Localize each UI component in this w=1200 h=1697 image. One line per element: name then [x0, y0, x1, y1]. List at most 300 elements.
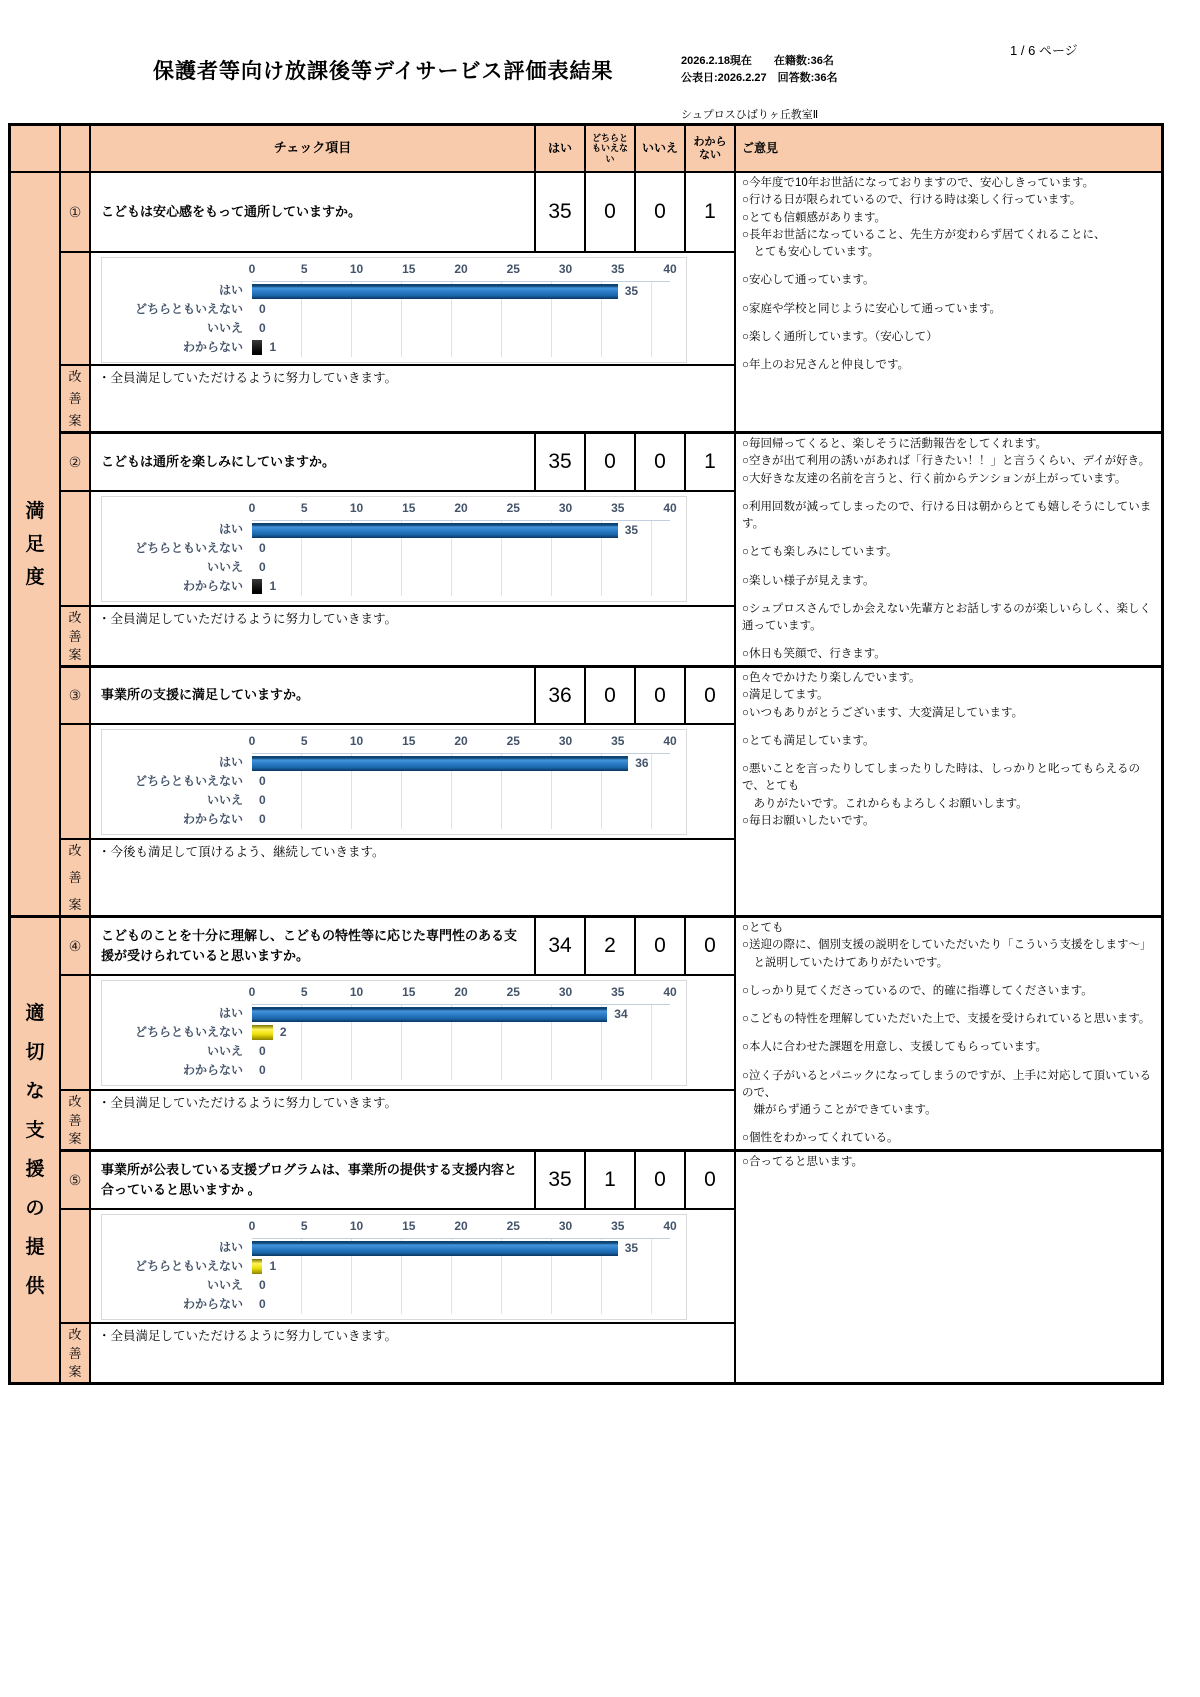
count-neither: 0 — [586, 173, 636, 253]
item-block-2 — [61, 434, 1161, 668]
axis-tick-label: 10 — [349, 1219, 364, 1233]
axis-tick-label: 15 — [402, 501, 416, 515]
count-no: 0 — [636, 668, 686, 725]
kaizen-label — [61, 1091, 91, 1149]
item-block-5 — [61, 1152, 1161, 1382]
comment-line: ○安心して通っています。 — [742, 274, 875, 287]
status-date-line: 2026.2.18現在 在籍数:36名 — [681, 55, 834, 67]
kaizen-label-char: 改 — [68, 843, 82, 858]
chart-plot-area — [252, 539, 670, 558]
comment-block — [742, 1011, 1155, 1028]
count-neither: 2 — [586, 918, 636, 976]
comment-block — [742, 436, 1155, 488]
chart-axis-spacer — [102, 984, 252, 1004]
comment-line: ○泣く子がいるとパニックになってしまうのですが、上手に対応して頂いているので、 — [742, 1069, 1151, 1099]
kaizen-label-char: 案 — [68, 1131, 82, 1146]
comment-line: ○利用回数が減ってしまったので、行ける日は朝からとても嬉しそうにしています。 — [742, 500, 1152, 530]
bar-value-label: 34 — [614, 1007, 628, 1021]
question-text: こどもは通所を楽しみにしていますか。 — [91, 434, 536, 492]
evaluation-table — [8, 123, 1164, 1385]
chart-category-label: はい — [218, 1240, 243, 1254]
chart-row-side-cell — [61, 492, 91, 607]
comment-line: ありがたいです。これからもよろしくお願いします。 — [742, 797, 1028, 810]
chart-axis-spacer — [102, 733, 252, 753]
axis-tick-label: 25 — [506, 262, 520, 276]
count-unknown: 1 — [686, 434, 736, 492]
publish-date-line: 公表日:2026.2.27 回答数:36名 — [681, 72, 838, 85]
chart-plot-area — [252, 1004, 670, 1023]
axis-tick-label: 5 — [300, 262, 308, 276]
axis-tick-label: 20 — [454, 501, 468, 515]
bar-value-label: 2 — [279, 1025, 287, 1039]
kaizen-label-char: 改 — [68, 610, 82, 625]
header-number-cell — [61, 126, 91, 171]
axis-tick-label: 35 — [611, 734, 625, 748]
kaizen-label-char: 改 — [68, 369, 82, 384]
bar-value-label: 1 — [269, 579, 277, 593]
chart-bar-row — [102, 772, 686, 791]
chart-axis-ticks — [248, 733, 677, 753]
comment-line: ○満足してます。 — [742, 689, 829, 702]
axis-tick-label: 35 — [611, 501, 625, 515]
count-unknown: 0 — [686, 668, 736, 725]
comment-line: ○年上のお兄さんと仲良しです。 — [742, 359, 910, 371]
chart-axis-row — [102, 984, 686, 1004]
comment-block — [742, 175, 1155, 261]
chart-plot-area — [252, 520, 670, 539]
axis-tick-label: 5 — [300, 501, 308, 515]
bar-value-label: 1 — [269, 340, 277, 354]
count-yes: 36 — [536, 668, 586, 725]
axis-tick-label: 30 — [558, 262, 573, 276]
bar-value-label: 1 — [269, 1259, 277, 1273]
header-check-item: チェック項目 — [91, 126, 536, 171]
chart-plot-area — [252, 1276, 670, 1295]
bar-value-label: 0 — [259, 302, 266, 316]
chart-cell — [91, 492, 736, 607]
axis-tick-label: 0 — [248, 501, 256, 515]
chart-bar-row — [102, 753, 686, 772]
count-yes: 35 — [536, 434, 586, 492]
chart-bar-row — [102, 1257, 686, 1276]
comment-line: 嫌がらず通うことができています。 — [742, 1104, 937, 1116]
chart-plot-area — [252, 753, 670, 772]
axis-tick-label: 25 — [506, 985, 520, 999]
bar-value-label: 0 — [259, 1044, 266, 1058]
axis-tick-label: 5 — [300, 1219, 308, 1233]
chart-axis-spacer — [102, 500, 252, 520]
kaizen-label-char: 案 — [68, 647, 82, 662]
chart-bar-row — [102, 520, 686, 539]
chart-axis-spacer — [102, 261, 252, 281]
chart-cell — [91, 976, 736, 1091]
question-text: 事業所が公表している支援プログラムは、事業所の提供する支援内容と合っていると思いますか 。 — [91, 1152, 536, 1210]
kaizen-label-char: 改 — [68, 1327, 82, 1342]
comment-block — [742, 544, 1155, 561]
axis-tick-label: 0 — [248, 985, 256, 999]
header-answer-neither: どちらともいえない — [586, 126, 636, 171]
axis-tick-label: 40 — [663, 262, 677, 276]
comment-line: ○悪いことを言ったりしてしまったりした時は、しっかりと叱ってもらえるので、とても — [742, 763, 1140, 793]
kaizen-label-char: 改 — [68, 1094, 82, 1109]
axis-tick-label: 15 — [402, 734, 416, 748]
chart-cell — [91, 1210, 736, 1324]
chart-plot-area — [252, 300, 670, 319]
comment-block — [742, 301, 1155, 318]
chart-category-label: いいえ — [206, 560, 243, 574]
comments-cell — [736, 1152, 1161, 1382]
chart-plot-area — [252, 772, 670, 791]
bar-value-label: 35 — [624, 523, 639, 537]
bar-0 — [252, 1241, 618, 1256]
chart-category-label: どちらともいえない — [134, 1259, 243, 1273]
comment-block — [742, 646, 1155, 663]
count-no: 0 — [636, 173, 686, 253]
chart-axis-row — [102, 733, 686, 753]
comment-block — [742, 733, 1155, 750]
chart-category-label: いいえ — [206, 793, 243, 807]
response-bar-chart — [101, 1214, 687, 1320]
response-bar-chart — [101, 729, 687, 835]
comment-block — [742, 1039, 1155, 1056]
axis-tick-label: 10 — [349, 734, 364, 748]
comment-line: ○楽しく通所しています。（安心して） — [742, 330, 938, 343]
chart-row-side-cell — [61, 976, 91, 1091]
kaizen-label-char: 案 — [68, 413, 82, 428]
comment-line: ○毎日お願いしたいです。 — [742, 814, 875, 827]
chart-axis-row — [102, 1218, 686, 1238]
comment-line: ○家庭や学校と同じように安心して通っています。 — [742, 302, 1002, 315]
axis-tick-label: 35 — [611, 262, 625, 276]
corner-cell — [11, 126, 61, 173]
comment-line: ○とても信頼感があります。 — [742, 211, 887, 224]
kaizen-label-char: 善 — [68, 628, 82, 644]
comment-block — [742, 499, 1155, 534]
improvement-text: ・全員満足していただけるように努力していきます。 — [91, 1091, 736, 1149]
count-neither: 0 — [586, 434, 636, 492]
axis-tick-label: 40 — [663, 985, 677, 999]
chart-category-label: いいえ — [206, 1278, 243, 1292]
chart-bar-row — [102, 577, 686, 596]
bar-value-label: 35 — [624, 1241, 639, 1255]
comment-line: ○空きが出て利用の誘いがあれば「行きたい！！」と言うくらい、デイが好き。 — [742, 455, 1151, 468]
comment-line: ○個性をわかってくれている。 — [742, 1132, 899, 1145]
kaizen-label-char: 善 — [68, 1112, 82, 1128]
chart-cell — [91, 253, 736, 366]
chart-cell — [91, 725, 736, 840]
comment-block — [742, 573, 1155, 590]
bar-value-label: 0 — [259, 812, 266, 826]
header-answer-yes: はい — [536, 126, 586, 171]
comments-cell — [736, 918, 1161, 1149]
group-label-appropriate-support: 適 切 な 支 援 の 提 供 — [11, 918, 61, 1382]
axis-tick-label: 35 — [611, 1219, 625, 1233]
chart-bar-row — [102, 1004, 686, 1023]
axis-tick-label: 30 — [558, 734, 573, 748]
bar-1 — [252, 1259, 262, 1274]
kaizen-label-char: 善 — [68, 391, 82, 406]
chart-category-label: どちらともいえない — [134, 774, 243, 788]
axis-tick-label: 20 — [454, 985, 468, 999]
page-indicator: 1 / 6 ページ — [1010, 43, 1078, 58]
chart-axis-ticks — [248, 984, 677, 1004]
chart-bar-row — [102, 1023, 686, 1042]
comments-cell — [736, 668, 1161, 915]
chart-axis-spacer — [102, 1218, 252, 1238]
axis-tick-label: 35 — [611, 985, 625, 999]
axis-tick-label: 10 — [349, 985, 364, 999]
item-number: ④ — [61, 918, 91, 976]
chart-category-label: わからない — [182, 1297, 243, 1311]
axis-tick-label: 30 — [558, 501, 573, 515]
axis-tick-label: 25 — [506, 501, 520, 515]
count-yes: 35 — [536, 173, 586, 253]
report-meta — [681, 53, 838, 87]
kaizen-label-char: 善 — [68, 1345, 82, 1361]
chart-row-side-cell — [61, 253, 91, 366]
bar-3 — [252, 579, 262, 594]
axis-tick-label: 20 — [454, 262, 468, 276]
comment-line: ○いつもありがとうございます、大変満足しています。 — [742, 706, 1024, 719]
chart-bar-row — [102, 558, 686, 577]
chart-plot-area — [252, 1042, 670, 1061]
kaizen-label — [61, 840, 91, 915]
bar-0 — [252, 756, 628, 771]
chart-axis-ticks — [248, 261, 677, 281]
chart-category-label: わからない — [182, 579, 243, 593]
chart-bar-row — [102, 1295, 686, 1314]
chart-bar-row — [102, 810, 686, 829]
comment-line: ○しっかり見てくださっているので、的確に指導してくださいます。 — [742, 984, 1093, 997]
chart-category-label: はい — [218, 1006, 243, 1020]
axis-tick-label: 40 — [663, 1219, 677, 1233]
chart-axis-row — [102, 261, 686, 281]
chart-bar-row — [102, 1042, 686, 1061]
axis-tick-label: 0 — [248, 262, 256, 276]
chart-axis-ticks — [248, 1218, 677, 1238]
chart-bar-row — [102, 319, 686, 338]
chart-row-side-cell — [61, 725, 91, 840]
comments-cell — [736, 434, 1161, 665]
bar-3 — [252, 340, 262, 355]
chart-category-label: はい — [218, 755, 243, 769]
comment-line: とても安心しています。 — [742, 246, 880, 258]
comment-block — [742, 357, 1155, 374]
chart-category-label: どちらともいえない — [134, 541, 243, 555]
chart-bar-row — [102, 539, 686, 558]
bar-value-label: 0 — [259, 793, 266, 807]
item-number: ⑤ — [61, 1152, 91, 1210]
chart-plot-area — [252, 791, 670, 810]
count-yes: 35 — [536, 1152, 586, 1210]
comment-line: ○長年お世話になっていること、先生方が変わらず居てくれることに、 — [742, 228, 1106, 241]
kaizen-label — [61, 607, 91, 665]
axis-tick-label: 40 — [663, 734, 677, 748]
comment-line: ○大好きな友達の名前を言うと、行く前からテンションが上がっています。 — [742, 472, 1127, 485]
header-answer-unknown: わからない — [686, 126, 736, 171]
axis-tick-label: 10 — [349, 262, 364, 276]
axis-tick-label: 10 — [349, 501, 364, 515]
chart-category-label: はい — [218, 522, 243, 536]
comment-line: ○色々でかけたり楽しんでいます。 — [742, 672, 921, 684]
group-label-satisfaction: 満 足 度 — [11, 173, 61, 918]
chart-category-label: いいえ — [206, 1044, 243, 1058]
comment-block — [742, 761, 1155, 830]
axis-tick-label: 15 — [402, 262, 416, 276]
chart-plot-area — [252, 577, 670, 596]
item-block-1 — [61, 173, 1161, 434]
axis-tick-label: 0 — [248, 1219, 256, 1233]
chart-plot-area — [252, 1061, 670, 1080]
comment-line: ○休日も笑顔で、行きます。 — [742, 648, 886, 661]
bar-1 — [252, 1025, 273, 1040]
comment-block — [742, 920, 1155, 972]
count-no: 0 — [636, 918, 686, 976]
comment-block — [742, 1068, 1155, 1120]
comment-line: ○合ってると思います。 — [742, 1156, 864, 1168]
response-bar-chart — [101, 257, 687, 363]
axis-tick-label: 20 — [454, 1219, 468, 1233]
comment-line: ○とても楽しみにしています。 — [742, 546, 898, 559]
comment-line: ○送迎の際に、個別支援の説明をしていただいたり「こういう支援をします～」 — [742, 939, 1152, 952]
chart-plot-area — [252, 338, 670, 357]
item-number: ② — [61, 434, 91, 492]
chart-plot-area — [252, 1257, 670, 1276]
table-header-row — [61, 126, 1161, 173]
chart-bar-row — [102, 300, 686, 319]
axis-tick-label: 30 — [558, 1219, 573, 1233]
comment-line: ○毎回帰ってくると、楽しそうに活動報告をしてくれます。 — [742, 438, 1048, 450]
page-title: 保護者等向け放課後等デイサービス評価表結果 — [153, 60, 614, 83]
count-yes: 34 — [536, 918, 586, 976]
response-bar-chart — [101, 980, 687, 1086]
count-neither: 1 — [586, 1152, 636, 1210]
axis-tick-label: 30 — [558, 985, 573, 999]
bar-value-label: 0 — [259, 541, 266, 555]
bar-value-label: 36 — [635, 756, 649, 770]
axis-tick-label: 20 — [454, 734, 468, 748]
chart-bar-row — [102, 1061, 686, 1080]
facility-name: シュプロスひばりヶ丘教室Ⅱ — [681, 109, 819, 121]
chart-plot-area — [252, 1295, 670, 1314]
comment-line: ○とても満足しています。 — [742, 734, 875, 747]
axis-tick-label: 40 — [663, 501, 677, 515]
chart-bar-row — [102, 1238, 686, 1257]
comment-line: ○シュプロスさんでしか会えない先輩方とお話しするのが楽しいらしく、楽しく通っています。 — [742, 602, 1151, 632]
chart-category-label: はい — [218, 283, 243, 297]
comment-line: ○とても — [742, 922, 784, 934]
comments-cell — [736, 173, 1161, 431]
bar-value-label: 35 — [624, 284, 639, 298]
question-text: 事業所の支援に満足していますか。 — [91, 668, 536, 725]
axis-tick-label: 15 — [402, 985, 416, 999]
chart-plot-area — [252, 281, 670, 300]
improvement-text: ・今後も満足して頂けるよう、継続していきます。 — [91, 840, 736, 915]
comment-line: ○今年度で10年お世話になっておりますので、安心しきっています。 — [742, 177, 1095, 189]
chart-category-label: わからない — [182, 812, 243, 826]
comment-block — [742, 601, 1155, 636]
chart-category-label: どちらともいえない — [134, 1025, 243, 1039]
axis-tick-label: 15 — [402, 1219, 416, 1233]
chart-plot-area — [252, 1238, 670, 1257]
count-no: 0 — [636, 1152, 686, 1210]
kaizen-label-char: 案 — [68, 897, 82, 912]
bar-value-label: 0 — [259, 1278, 266, 1292]
bar-0 — [252, 523, 618, 538]
item-block-3 — [61, 668, 1161, 918]
bar-value-label: 0 — [259, 1297, 266, 1311]
axis-tick-label: 0 — [248, 734, 256, 748]
comment-block — [742, 1154, 1155, 1171]
chart-category-label: どちらともいえない — [134, 302, 243, 316]
axis-tick-label: 25 — [506, 1219, 520, 1233]
item-number: ① — [61, 173, 91, 253]
chart-category-label: わからない — [182, 340, 243, 354]
bar-value-label: 0 — [259, 1063, 266, 1077]
comment-line: ○本人に合わせた課題を用意し、支援してもらっています。 — [742, 1041, 1048, 1054]
chart-category-label: いいえ — [206, 321, 243, 335]
comment-block — [742, 329, 1155, 346]
bar-value-label: 0 — [259, 560, 266, 574]
chart-axis-row — [102, 500, 686, 520]
chart-bar-row — [102, 338, 686, 357]
improvement-text: ・全員満足していただけるように努力していきます。 — [91, 607, 736, 665]
axis-tick-label: 25 — [506, 734, 520, 748]
axis-tick-label: 5 — [300, 985, 308, 999]
count-unknown: 1 — [686, 173, 736, 253]
bar-0 — [252, 1007, 607, 1022]
item-block-4 — [61, 918, 1161, 1152]
question-text: こどもは安心感をもって通所していますか。 — [91, 173, 536, 253]
comment-line: と説明していたけてありがたいです。 — [742, 956, 949, 969]
kaizen-label-char: 案 — [68, 1364, 82, 1379]
comment-block — [742, 1130, 1155, 1147]
count-unknown: 0 — [686, 918, 736, 976]
kaizen-label-char: 善 — [68, 870, 82, 885]
chart-bar-row — [102, 791, 686, 810]
comment-block — [742, 272, 1155, 289]
chart-bar-row — [102, 281, 686, 300]
improvement-text: ・全員満足していただけるように努力していきます。 — [91, 1324, 736, 1382]
kaizen-label — [61, 366, 91, 431]
count-unknown: 0 — [686, 1152, 736, 1210]
chart-plot-area — [252, 810, 670, 829]
bar-value-label: 0 — [259, 321, 266, 335]
bar-0 — [252, 284, 618, 299]
comment-line: ○こどもの特性を理解していただいた上で、支援を受けられていると思います。 — [742, 1013, 1151, 1025]
response-bar-chart — [101, 496, 687, 602]
chart-axis-ticks — [248, 500, 677, 520]
comment-block — [742, 670, 1155, 722]
comment-line: ○楽しい様子が見えます。 — [742, 574, 875, 587]
chart-row-side-cell — [61, 1210, 91, 1324]
chart-plot-area — [252, 1023, 670, 1042]
axis-tick-label: 5 — [300, 734, 308, 748]
header-comments: ご意見 — [742, 140, 779, 155]
count-no: 0 — [636, 434, 686, 492]
count-neither: 0 — [586, 668, 636, 725]
chart-plot-area — [252, 558, 670, 577]
comment-line: ○行ける日が限られているので、行ける時は楽しく行っています。 — [742, 194, 1082, 207]
header-answer-no: いいえ — [636, 126, 686, 171]
chart-bar-row — [102, 1276, 686, 1295]
bar-value-label: 0 — [259, 774, 266, 788]
chart-category-label: わからない — [182, 1063, 243, 1077]
kaizen-label — [61, 1324, 91, 1382]
improvement-text: ・全員満足していただけるように努力していきます。 — [91, 366, 736, 431]
item-number: ③ — [61, 668, 91, 725]
chart-plot-area — [252, 319, 670, 338]
